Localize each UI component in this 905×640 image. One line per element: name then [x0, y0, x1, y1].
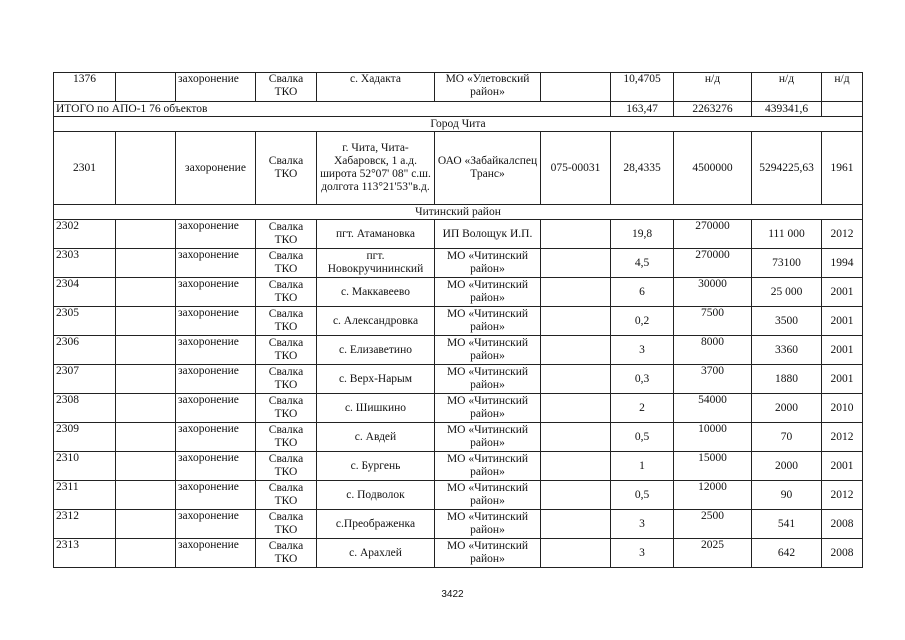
location: с.Преображенка	[317, 510, 435, 539]
operator: МО «Читинский район»	[435, 249, 541, 278]
object-type: Свалка ТКО	[256, 365, 317, 394]
area-ha: 19,8	[611, 220, 674, 249]
location: с. Авдей	[317, 423, 435, 452]
area-ha: 2	[611, 394, 674, 423]
table-row	[54, 249, 863, 278]
accumulated-volume: 642	[752, 539, 822, 568]
area-ha: 10,4705	[611, 73, 674, 102]
design-capacity: 8000	[674, 336, 752, 365]
registry-code	[541, 510, 611, 539]
activity-type: захоронение	[176, 278, 256, 307]
row-number: 2312	[54, 510, 116, 539]
object-type: Свалка ТКО	[256, 481, 317, 510]
section-heading-district: Читинский район	[54, 205, 863, 220]
row-number: 2304	[54, 278, 116, 307]
registry-code	[541, 336, 611, 365]
operator: МО «Читинский район»	[435, 336, 541, 365]
activity-type: захоронение	[176, 220, 256, 249]
section-row	[54, 205, 863, 220]
blank-cell	[822, 102, 863, 117]
object-type: Свалка ТКО	[256, 249, 317, 278]
location: с. Александровка	[317, 307, 435, 336]
object-type: Свалка ТКО	[256, 423, 317, 452]
total-accumulated-volume: 439341,6	[752, 102, 822, 117]
table-row	[54, 510, 863, 539]
location: с. Хадакта	[317, 73, 435, 102]
blank-cell	[116, 452, 176, 481]
year: 2001	[822, 452, 863, 481]
object-type: Свалка ТКО	[256, 132, 317, 205]
table-row	[54, 220, 863, 249]
accumulated-volume: 3500	[752, 307, 822, 336]
registry-code	[541, 365, 611, 394]
object-type: Свалка ТКО	[256, 452, 317, 481]
total-area: 163,47	[611, 102, 674, 117]
year: 2012	[822, 423, 863, 452]
year: 2008	[822, 510, 863, 539]
blank-cell	[116, 336, 176, 365]
object-type: Свалка ТКО	[256, 278, 317, 307]
design-capacity: 270000	[674, 220, 752, 249]
design-capacity: 30000	[674, 278, 752, 307]
activity-type: захоронение	[176, 73, 256, 102]
location: г. Чита, Чита-Хабаровск, 1 а.д. широта 52°07' 08" с.ш. долгота 113°21'53"в.д.	[317, 132, 435, 205]
operator: МО «Читинский район»	[435, 394, 541, 423]
accumulated-volume: 5294225,63	[752, 132, 822, 205]
design-capacity: 4500000	[674, 132, 752, 205]
design-capacity: 54000	[674, 394, 752, 423]
activity-type: захоронение	[176, 307, 256, 336]
section-heading-city: Город Чита	[54, 117, 863, 132]
activity-type: захоронение	[176, 423, 256, 452]
table-row	[54, 307, 863, 336]
activity-type: захоронение	[176, 336, 256, 365]
registry-code	[541, 394, 611, 423]
operator: МО «Читинский район»	[435, 278, 541, 307]
total-design-capacity: 2263276	[674, 102, 752, 117]
location: с. Подволок	[317, 481, 435, 510]
registry-code	[541, 307, 611, 336]
registry-code: 075-00031	[541, 132, 611, 205]
blank-cell	[116, 249, 176, 278]
accumulated-volume: 90	[752, 481, 822, 510]
object-type: Свалка ТКО	[256, 539, 317, 568]
table-row	[54, 539, 863, 568]
row-number: 2302	[54, 220, 116, 249]
activity-type: захоронение	[176, 365, 256, 394]
area-ha: 3	[611, 336, 674, 365]
location: с. Верх-Нарым	[317, 365, 435, 394]
registry-code	[541, 452, 611, 481]
location: с. Елизаветино	[317, 336, 435, 365]
year: 2010	[822, 394, 863, 423]
operator: МО «Читинский район»	[435, 452, 541, 481]
registry-code	[541, 278, 611, 307]
accumulated-volume: 1880	[752, 365, 822, 394]
activity-type: захоронение	[176, 510, 256, 539]
operator: МО «Улетовский район»	[435, 73, 541, 102]
area-ha: 1	[611, 452, 674, 481]
blank-cell	[116, 132, 176, 205]
accumulated-volume: 541	[752, 510, 822, 539]
area-ha: 3	[611, 539, 674, 568]
row-number: 2311	[54, 481, 116, 510]
accumulated-volume: 2000	[752, 452, 822, 481]
table-row	[54, 452, 863, 481]
object-type: Свалка ТКО	[256, 220, 317, 249]
activity-type: захоронение	[176, 132, 256, 205]
accumulated-volume: 70	[752, 423, 822, 452]
row-number: 2301	[54, 132, 116, 205]
design-capacity: 2500	[674, 510, 752, 539]
design-capacity: 10000	[674, 423, 752, 452]
operator: МО «Читинский район»	[435, 307, 541, 336]
design-capacity: 2025	[674, 539, 752, 568]
activity-type: захоронение	[176, 452, 256, 481]
year: 1961	[822, 132, 863, 205]
location: пгт. Атамановка	[317, 220, 435, 249]
accumulated-volume: 73100	[752, 249, 822, 278]
accumulated-volume: 2000	[752, 394, 822, 423]
table-row	[54, 73, 863, 102]
blank-cell	[116, 510, 176, 539]
row-number: 2303	[54, 249, 116, 278]
row-number: 2309	[54, 423, 116, 452]
blank-cell	[116, 307, 176, 336]
registry-code	[541, 73, 611, 102]
registry-code	[541, 481, 611, 510]
year: 2001	[822, 278, 863, 307]
blank-cell	[116, 539, 176, 568]
table-row	[54, 365, 863, 394]
activity-type: захоронение	[176, 539, 256, 568]
design-capacity: 3700	[674, 365, 752, 394]
blank-cell	[116, 394, 176, 423]
page-number: 3422	[441, 589, 464, 600]
year: 2008	[822, 539, 863, 568]
registry-code	[541, 249, 611, 278]
accumulated-volume: н/д	[752, 73, 822, 102]
table-row	[54, 336, 863, 365]
row-number: 2306	[54, 336, 116, 365]
activity-type: захоронение	[176, 249, 256, 278]
row-number: 1376	[54, 73, 116, 102]
location: с. Маккавеево	[317, 278, 435, 307]
table-row	[54, 423, 863, 452]
registry-code	[541, 220, 611, 249]
year: 2012	[822, 220, 863, 249]
year: н/д	[822, 73, 863, 102]
location: с. Шишкино	[317, 394, 435, 423]
row-number: 2305	[54, 307, 116, 336]
year: 2001	[822, 336, 863, 365]
area-ha: 0,3	[611, 365, 674, 394]
blank-cell	[116, 220, 176, 249]
row-number: 2313	[54, 539, 116, 568]
object-type: Свалка ТКО	[256, 336, 317, 365]
blank-cell	[116, 73, 176, 102]
registry-code	[541, 423, 611, 452]
area-ha: 4,5	[611, 249, 674, 278]
year: 2001	[822, 365, 863, 394]
blank-cell	[116, 365, 176, 394]
table-row	[54, 132, 863, 205]
blank-cell	[116, 278, 176, 307]
registry-code	[541, 539, 611, 568]
accumulated-volume: 111 000	[752, 220, 822, 249]
table-row	[54, 278, 863, 307]
activity-type: захоронение	[176, 394, 256, 423]
accumulated-volume: 25 000	[752, 278, 822, 307]
operator: МО «Читинский район»	[435, 539, 541, 568]
year: 2012	[822, 481, 863, 510]
operator: ОАО «Забайкалспец Транс»	[435, 132, 541, 205]
operator: МО «Читинский район»	[435, 510, 541, 539]
row-number: 2308	[54, 394, 116, 423]
area-ha: 6	[611, 278, 674, 307]
blank-cell	[116, 423, 176, 452]
operator: МО «Читинский район»	[435, 481, 541, 510]
object-type: Свалка ТКО	[256, 510, 317, 539]
table-row	[54, 394, 863, 423]
design-capacity: 270000	[674, 249, 752, 278]
location: с. Арахлей	[317, 539, 435, 568]
total-label: ИТОГО по АПО-1 76 объектов	[54, 102, 611, 117]
register-table	[53, 72, 863, 568]
blank-cell	[116, 481, 176, 510]
design-capacity: н/д	[674, 73, 752, 102]
area-ha: 0,5	[611, 481, 674, 510]
table-row	[54, 481, 863, 510]
year: 2001	[822, 307, 863, 336]
accumulated-volume: 3360	[752, 336, 822, 365]
area-ha: 28,4335	[611, 132, 674, 205]
design-capacity: 7500	[674, 307, 752, 336]
row-number: 2307	[54, 365, 116, 394]
operator: МО «Читинский район»	[435, 365, 541, 394]
area-ha: 3	[611, 510, 674, 539]
row-number: 2310	[54, 452, 116, 481]
operator: МО «Читинский район»	[435, 423, 541, 452]
design-capacity: 12000	[674, 481, 752, 510]
section-row	[54, 117, 863, 132]
year: 1994	[822, 249, 863, 278]
location: с. Бургень	[317, 452, 435, 481]
object-type: Свалка ТКО	[256, 73, 317, 102]
location: пгт. Новокручининский	[317, 249, 435, 278]
activity-type: захоронение	[176, 481, 256, 510]
design-capacity: 15000	[674, 452, 752, 481]
operator: ИП Волощук И.П.	[435, 220, 541, 249]
area-ha: 0,2	[611, 307, 674, 336]
total-row	[54, 102, 863, 117]
area-ha: 0,5	[611, 423, 674, 452]
object-type: Свалка ТКО	[256, 307, 317, 336]
object-type: Свалка ТКО	[256, 394, 317, 423]
